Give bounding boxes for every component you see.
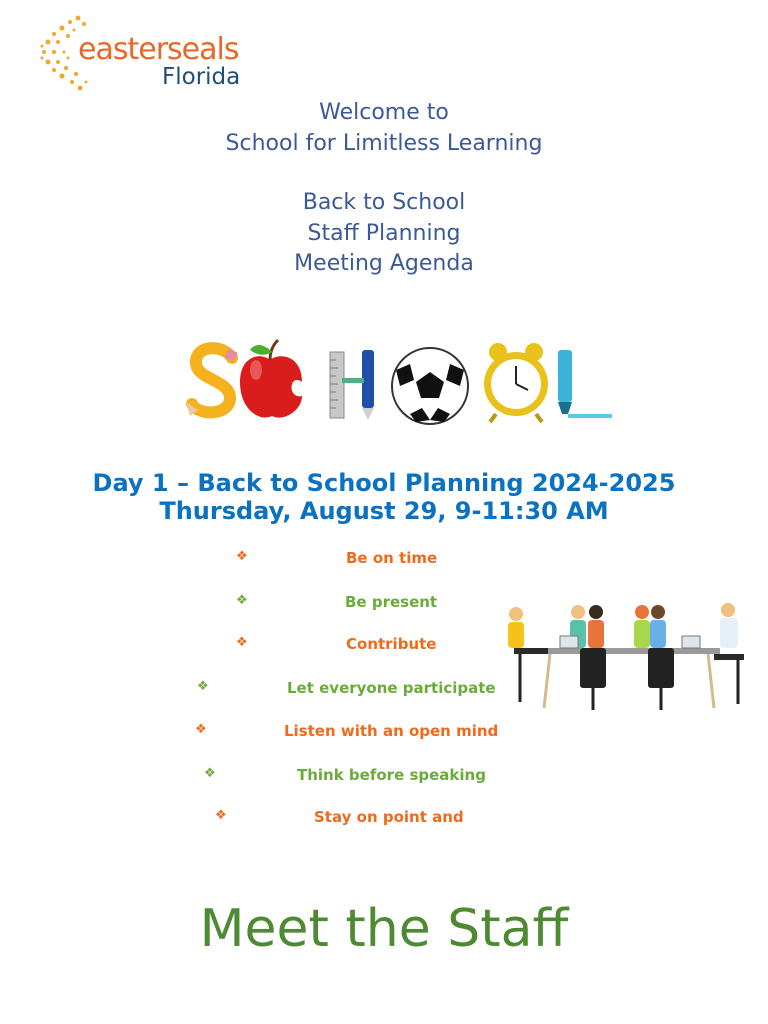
bullet-icon: ❖ (195, 722, 207, 737)
pencil-s-icon (186, 348, 238, 416)
person-left-icon (508, 607, 548, 702)
bullet-icon: ❖ (197, 679, 209, 694)
school-word-illustration (184, 330, 614, 428)
welcome-line: Welcome to (319, 100, 449, 125)
highlighter-l-icon (558, 350, 612, 418)
rule-text: Contribute (346, 635, 437, 653)
agenda-line-3: Meeting Agenda (294, 251, 474, 276)
alarm-clock-o-icon (484, 343, 548, 422)
rule-text: Think before speaking (297, 766, 486, 784)
soccer-ball-o-icon (392, 348, 468, 424)
rule-text: Be on time (346, 549, 438, 567)
rule-item (0, 721, 768, 743)
welcome-block (0, 98, 768, 159)
easterseals-logo (38, 12, 248, 92)
rule-item (0, 548, 768, 570)
person-right-center-icon (634, 605, 674, 710)
bullet-icon: ❖ (236, 635, 248, 650)
logo-wordmark: easterseals (78, 32, 239, 67)
agenda-line-2: Staff Planning (307, 220, 461, 246)
apple-c-icon (240, 340, 302, 418)
meeting-table-illustration (500, 598, 756, 716)
rule-text: Be present (345, 593, 438, 611)
bullet-icon: ❖ (236, 593, 248, 608)
bullet-icon: ❖ (204, 766, 216, 781)
ruler-pen-h-icon (330, 350, 374, 420)
rule-text: Listen with an open mind (284, 722, 499, 740)
meet-the-staff-heading: Meet the Staff (199, 899, 569, 959)
bullet-icon: ❖ (215, 808, 227, 823)
day-date: Thursday, August 29, 9-11:30 AM (159, 497, 609, 525)
logo-subtitle: Florida (162, 64, 241, 90)
bullet-icon: ❖ (236, 549, 248, 564)
school-name: School for Limitless Learning (225, 130, 543, 156)
agenda-title-block (0, 188, 768, 280)
rule-item (0, 807, 768, 829)
rule-item (0, 765, 768, 787)
rule-text: Let everyone participate (287, 679, 496, 697)
person-center-icon (570, 605, 606, 710)
day-title: Day 1 – Back to School Planning 2024-2025 (92, 469, 676, 497)
rule-text: Stay on point and (314, 808, 464, 826)
agenda-line-1: Back to School (302, 190, 466, 215)
